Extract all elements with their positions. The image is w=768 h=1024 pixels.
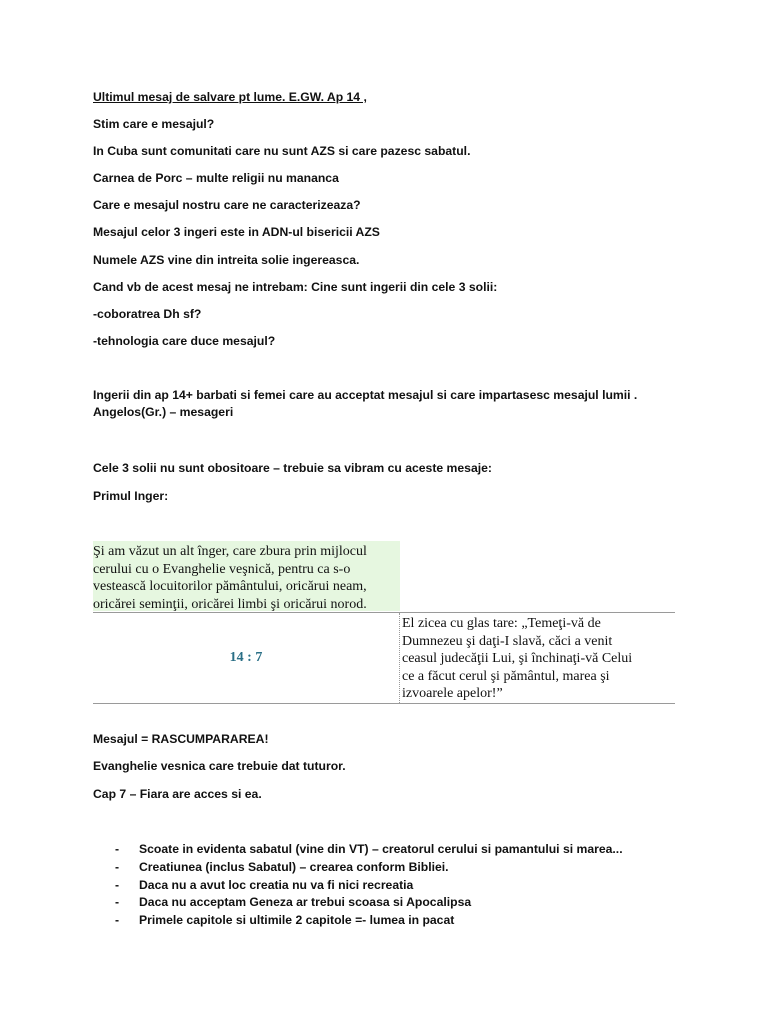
angels-line-2: Angelos(Gr.) – mesageri — [93, 405, 234, 419]
quote-line: El zicea cu glas tare: „Temeţi-vă de — [402, 616, 601, 631]
verse-reference: 14 : 7 — [229, 650, 263, 665]
quote-line: ce a făcut cerul şi pământul, marea şi — [402, 668, 610, 684]
list-item — [93, 841, 693, 859]
bullet-list — [93, 841, 693, 930]
text-line: Care e mesajul nostru care ne caracterizeaza? — [93, 198, 361, 212]
list-item — [93, 877, 693, 895]
bullet-dash: - — [115, 895, 120, 910]
text-line: -coboratrea Dh sf? — [93, 307, 202, 321]
bullet-text: Daca nu a avut loc creatia nu va fi nici recreatia — [139, 877, 414, 892]
verse-line: oricărei seminţii, oricărei limbi şi oricărui norod. — [93, 596, 367, 612]
text-line: -tehnologia care duce mesajul? — [93, 334, 276, 348]
bullet-text: Creatiunea (inclus Sabatul) – crearea conform Bibliei. — [139, 859, 449, 874]
verse-table — [93, 612, 675, 704]
list-item — [93, 859, 693, 877]
bullet-dash: - — [115, 859, 120, 874]
text-line: Stim care e mesajul? — [93, 117, 215, 131]
text-line: Mesajul celor 3 ingeri este in ADN-ul bisericii AZS — [93, 225, 380, 239]
list-item — [93, 894, 693, 912]
bullet-dash: - — [115, 913, 120, 928]
chapter-line: Cap 7 – Fiara are acces si ea. — [93, 787, 262, 801]
first-angel-heading: Primul Inger: — [93, 489, 169, 503]
bullet-dash: - — [115, 842, 120, 856]
bullet-text: Primele capitole si ultimile 2 capitole =- lumea in pacat — [139, 913, 455, 928]
angels-paragraph — [93, 387, 663, 421]
text-line: Numele AZS vine din intreita solie ingereasca. — [93, 253, 360, 267]
quote-line: ceasul judecăţii Lui, şi închinaţi-vă Celui — [402, 651, 633, 666]
verse-line: Şi am văzut un alt înger, care zbura prin mijlocul — [93, 544, 367, 559]
text-line: In Cuba sunt comunitati care nu sunt AZS si care pazesc sabatul. — [93, 144, 471, 158]
verse-quote — [400, 615, 674, 703]
verse-highlight — [93, 541, 400, 611]
solii-line: Cele 3 solii nu sunt obositoare – trebuie sa vibram cu aceste mesaje: — [93, 461, 492, 475]
angels-line-1: Ingerii din ap 14+ barbati si femei care au acceptat mesajul si care impartasesc mesajul lumii . — [93, 388, 638, 402]
text-line: Carnea de Porc – multe religii nu mananca — [93, 171, 339, 185]
message-line: Mesajul = RASCUMPARAREA! — [93, 732, 269, 746]
verse-line: cerului cu o Evanghelie veşnică, pentru ca s-o — [93, 561, 351, 577]
gospel-line: Evanghelie vesnica care trebuie dat tuturor. — [93, 759, 346, 773]
quote-line: izvoarele apelor!” — [402, 686, 503, 701]
verse-line: vestească locuitorilor pământului, oricărui neam, — [93, 579, 367, 594]
bullet-dash: - — [115, 877, 120, 892]
bullet-text: Scoate in evidenta sabatul (vine din VT) – creatorul cerului si pamantului si marea... — [139, 842, 623, 856]
quote-line: Dumnezeu şi daţi-I slavă, căci a venit — [402, 633, 613, 649]
text-line: Cand vb de acest mesaj ne intrebam: Cine sunt ingerii din cele 3 solii: — [93, 280, 498, 294]
bullet-text: Daca nu acceptam Geneza ar trebui scoasa si Apocalipsa — [139, 895, 472, 910]
document-title: Ultimul mesaj de salvare pt lume. E.GW. Ap 14 , — [93, 90, 367, 104]
list-item — [93, 912, 693, 930]
